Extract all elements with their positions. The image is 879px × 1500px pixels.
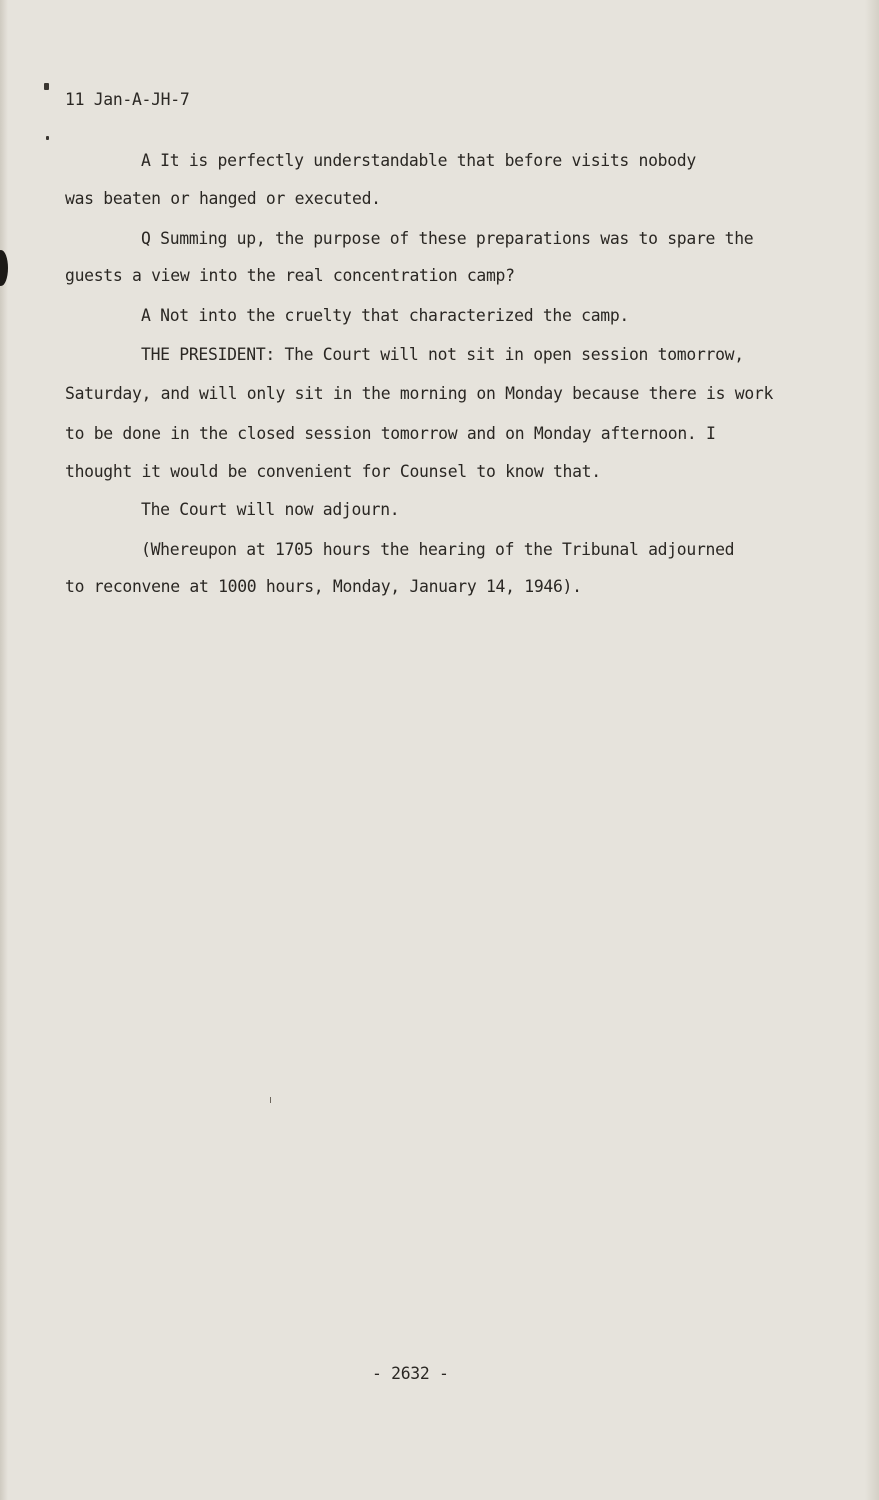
margin-mark: [44, 83, 49, 90]
adjourn-line: The Court will now adjourn.: [141, 500, 400, 519]
text-line: Saturday, and will only sit in the morning on Monday because there is work: [65, 384, 774, 403]
answer-line: A It is perfectly understandable that before visits nobody: [141, 151, 696, 170]
text-line: was beaten or hanged or executed.: [65, 189, 381, 208]
paper-speck: [270, 1097, 271, 1103]
page-edge-left: [0, 0, 8, 1500]
text-line: to be done in the closed session tomorrow and on Monday afternoon. I: [65, 424, 716, 443]
page-number: - 2632 -: [372, 1364, 449, 1383]
text-line: to reconvene at 1000 hours, Monday, January 14, 1946).: [65, 577, 582, 596]
margin-mark: [46, 136, 49, 140]
text-line: guests a view into the real concentration camp?: [65, 266, 515, 285]
document-header-code: 11 Jan-A-JH-7: [65, 90, 190, 109]
parenthetical-line: (Whereupon at 1705 hours the hearing of the Tribunal adjourned: [141, 540, 735, 559]
answer-line: A Not into the cruelty that characterized the camp.: [141, 306, 629, 325]
president-statement-line: THE PRESIDENT: The Court will not sit in open session tomorrow,: [141, 345, 744, 364]
question-line: Q Summing up, the purpose of these preparations was to spare the: [141, 229, 754, 248]
page-edge-right: [865, 0, 879, 1500]
text-line: thought it would be convenient for Counsel to know that.: [65, 462, 601, 481]
